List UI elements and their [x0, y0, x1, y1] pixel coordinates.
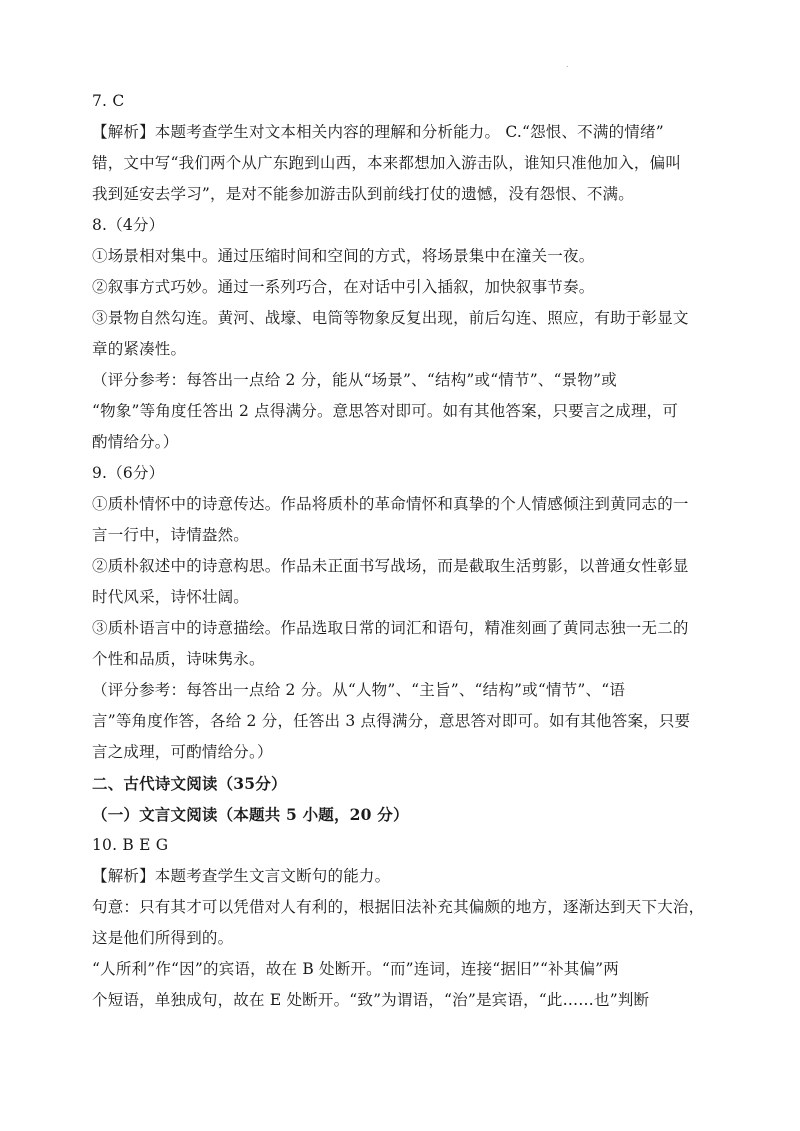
answer-8-point-1: ①场景相对集中。通过压缩时间和空间的方式，将场景集中在潼关一夜。 [92, 247, 595, 265]
answer-9-heading: 9.（6分） [92, 464, 165, 482]
scoring-8-line-1: （评分参考：每答出一点给 2 分，能从“场景”、“结构”或“情节”、“景物”或 [92, 371, 617, 389]
analysis-10-line-1: 【解析】本题考查学生文言文断句的能力。 [92, 867, 391, 885]
section-2-heading: 二、古代诗文阅读（35分） [92, 774, 287, 793]
page-mark: . [566, 60, 569, 69]
answer-9-point-2-cont: 时代风采，诗怀壮阔。 [92, 588, 250, 606]
analysis-10-line-4: “人所利”作“因”的宾语，故在 B 处断开。“而”连词，连接“据旧”“补其偏”两 [92, 960, 619, 978]
answer-8-point-3-cont: 章的紧凑性。 [92, 340, 187, 358]
document-body [92, 86, 712, 1016]
analysis-10-line-2: 句意：只有其才可以凭借对人有利的，根据旧法补充其偏颇的地方，逐渐达到天下大治， [92, 898, 705, 916]
scoring-8-line-3: 酌情给分。） [92, 433, 179, 451]
answer-9-point-3: ③质朴语言中的诗意描绘。作品选取日常的词汇和语句，精准刻画了黄同志独一无二的 [92, 619, 689, 637]
analysis-10-line-5: 个短语，单独成句，故在 E 处断开。“致”为谓语，“治”是宾语，“此……也”判断 [92, 991, 650, 1009]
answer-9-point-3-cont: 个性和品质，诗味隽永。 [92, 650, 265, 668]
subsection-1-heading: （一）文言文阅读（本题共 5 小题，20 分） [92, 805, 409, 824]
scoring-9-line-1: （评分参考：每答出一点给 2 分。从“人物”、“主旨”、“结构”或“情节”、“语 [92, 681, 626, 699]
analysis-7-line-2: 错，文中写“我们两个从广东跑到山西，本来都想加入游击队，谁知只准他加入，偏叫 [92, 154, 682, 172]
answer-9-point-1: ①质朴情怀中的诗意传达。作品将质朴的革命情怀和真挚的个人情感倾注到黄同志的一 [92, 495, 689, 513]
scoring-8-line-2: “物象”等角度任答出 2 点得满分。意思答对即可。如有其他答案，只要言之成理，可 [92, 402, 679, 420]
analysis-7-line-1: 【解析】本题考查学生对文本相关内容的理解和分析能力。 C.“怨恨、不满的情绪” [92, 123, 664, 141]
answer-9-point-2: ②质朴叙述中的诗意构思。作品未正面书写战场，而是截取生活剪影，以普通女性彰显 [92, 557, 689, 575]
answer-8-point-3: ③景物自然勾连。黄河、战壕、电筒等物象反复出现，前后勾连、照应，有助于彰显文 [92, 309, 689, 327]
analysis-7-line-3: 我到延安去学习”，是对不能参加游击队到前线打仗的遗憾，没有怨恨、不满。 [92, 185, 634, 203]
answer-10-heading: 10. B E G [92, 836, 169, 854]
scoring-9-line-3: 言之成理，可酌情给分。） [92, 743, 273, 761]
answer-7-heading: 7. C [92, 92, 125, 110]
answer-8-point-2: ②叙事方式巧妙。通过一系列巧合，在对话中引入插叙，加快叙事节奏。 [92, 278, 595, 296]
scoring-9-line-2: 言”等角度作答，各给 2 分，任答出 3 点得满分，意思答对即可。如有其他答案，只要 [92, 712, 691, 730]
analysis-10-line-3: 这是他们所得到的。 [92, 929, 234, 947]
answer-9-point-1-cont: 言一行中，诗情盎然。 [92, 526, 250, 544]
answer-8-heading: 8.（4分） [92, 216, 165, 234]
